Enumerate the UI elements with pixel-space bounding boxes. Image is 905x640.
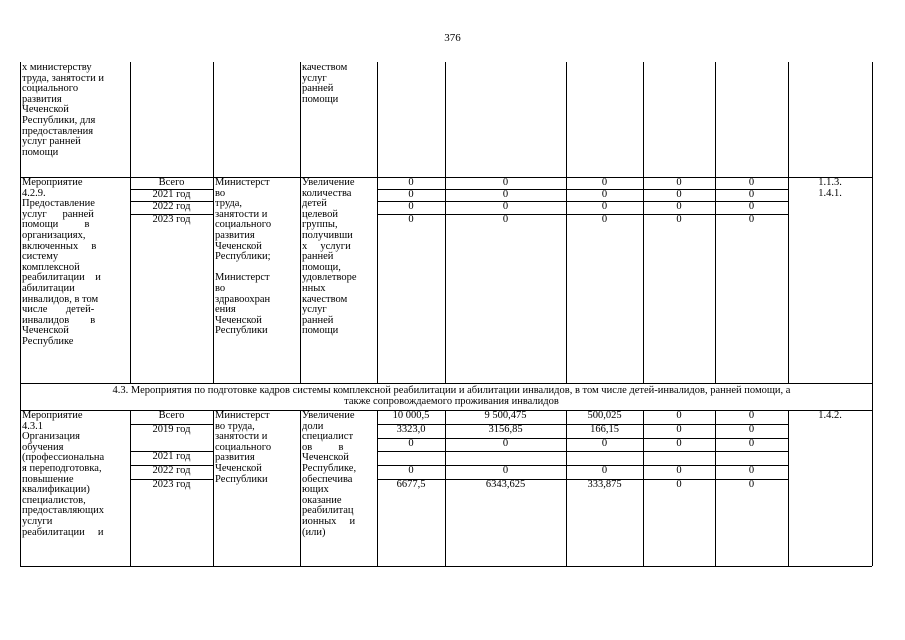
section-heading: 4.3. Мероприятия по подготовке кадров системы комплексной реабилитации и абилитации инвалидов, в том числе детей-инвалидов, ранней помощи, а xyxy=(112,385,791,396)
funding-value: 0 xyxy=(601,201,608,213)
measure-description: развития xyxy=(22,93,62,105)
year-label: 2019 год xyxy=(152,423,191,435)
measure-description: труда, занятости и xyxy=(22,72,105,84)
funding-value: 0 xyxy=(748,201,755,213)
executor-description: во труда, xyxy=(215,420,255,432)
measure-description: квалификации) xyxy=(22,484,90,496)
result-description: ионных и xyxy=(302,516,356,527)
funding-value: 0 xyxy=(676,437,682,449)
measure-description: услуг ранней xyxy=(22,208,94,220)
year-label: Всего xyxy=(158,410,185,421)
funding-value: 10 000,5 xyxy=(392,410,430,421)
funding-value: 0 xyxy=(408,189,414,201)
funding-value: 0 xyxy=(748,410,755,421)
measure-description: числе детей- xyxy=(22,304,95,316)
funding-value: 0 xyxy=(748,423,755,435)
funding-value: 0 xyxy=(676,177,682,188)
executor-description: во xyxy=(215,283,226,294)
result-description: х услуги xyxy=(302,240,351,252)
funding-value: 0 xyxy=(408,437,414,449)
column-divider xyxy=(300,410,301,566)
executor-description: здравоохран xyxy=(215,293,271,305)
funding-value: 3323,0 xyxy=(396,423,426,435)
measure-description: Чеченской xyxy=(22,104,69,116)
funding-value: 0 xyxy=(676,465,682,477)
result-description: специалист xyxy=(302,431,354,443)
funding-value: 0 xyxy=(502,177,509,188)
executor-description: Республики xyxy=(215,325,268,337)
funding-value: 333,875 xyxy=(587,479,622,490)
measure-description: инвалидов в xyxy=(22,314,96,326)
executor-description: во xyxy=(215,187,226,199)
table-bottom-border xyxy=(20,566,872,567)
result-description: качеством xyxy=(302,62,348,73)
result-description: нных xyxy=(302,283,326,294)
measure-description: повышение xyxy=(22,473,74,485)
measure-description: 4.2.9. xyxy=(22,187,46,199)
measure-description: Мероприятие xyxy=(22,410,83,421)
year-label: 2023 год xyxy=(152,479,191,490)
result-description: целевой xyxy=(302,208,338,220)
measure-description: Предоставление xyxy=(22,198,95,210)
funding-value: 500,025 xyxy=(587,410,622,421)
funding-value: 0 xyxy=(502,201,509,213)
result-description: (или) xyxy=(302,526,326,538)
funding-value: 0 xyxy=(601,213,608,225)
result-description: ранней xyxy=(302,251,334,263)
executor-description: Министерст xyxy=(215,177,270,188)
executor-description: ения xyxy=(215,304,236,316)
column-divider xyxy=(788,62,789,383)
measure-description: Чеченской xyxy=(22,325,69,337)
executor-description: Чеченской xyxy=(215,314,262,326)
measure-description: х министерству xyxy=(22,62,92,73)
measure-description: организациях, xyxy=(22,230,86,241)
result-description: Увеличение xyxy=(302,177,355,188)
funding-value: 0 xyxy=(408,177,414,188)
page-number: 376 xyxy=(444,32,461,44)
funding-value: 6677,5 xyxy=(396,479,426,490)
result-description: помощи xyxy=(302,93,339,105)
executor-description: развития xyxy=(215,230,255,241)
result-description: помощи xyxy=(302,325,339,337)
funding-value: 0 xyxy=(748,437,755,449)
funding-value: 0 xyxy=(676,213,682,225)
indicator-code: 1.1.3. xyxy=(818,177,842,188)
row-separator xyxy=(20,383,872,384)
result-description: Чеченской xyxy=(302,452,349,464)
result-description: получивши xyxy=(302,230,353,241)
year-label: 2022 год xyxy=(152,201,191,213)
measure-description: Республике xyxy=(22,336,74,347)
funding-value: 0 xyxy=(676,201,682,213)
measure-description: социального xyxy=(22,83,79,95)
table-left-border xyxy=(20,62,21,566)
executor-description: развития xyxy=(215,452,255,464)
result-description: ов в xyxy=(302,441,344,453)
funding-value: 0 xyxy=(748,177,755,188)
column-divider xyxy=(788,410,789,566)
measure-description: Организация xyxy=(22,431,80,443)
measure-description: 4.3.1 xyxy=(22,420,43,432)
result-description: ранней xyxy=(302,314,334,326)
measure-description: предоставляющих xyxy=(22,505,104,517)
table-right-border xyxy=(872,62,873,566)
indicator-code: 1.4.2. xyxy=(818,410,842,421)
result-description: качеством xyxy=(302,293,348,305)
result-description: услуг xyxy=(302,304,327,316)
funding-value: 0 xyxy=(601,177,608,188)
section-heading: также сопровождаемого проживания инвалидов xyxy=(344,395,559,407)
funding-value: 0 xyxy=(502,213,509,225)
column-divider xyxy=(213,410,214,566)
funding-value: 0 xyxy=(502,465,509,477)
result-description: ющих xyxy=(302,484,329,496)
funding-value: 0 xyxy=(676,410,682,421)
executor-description: Республики; xyxy=(215,251,271,263)
funding-value: 0 xyxy=(502,189,509,201)
executor-description: Министерст xyxy=(215,272,270,284)
funding-value: 3156,85 xyxy=(488,423,523,435)
funding-value: 6343,625 xyxy=(485,479,526,490)
funding-value: 0 xyxy=(676,479,682,490)
measure-description: услуги xyxy=(22,516,53,527)
result-description: доли xyxy=(302,420,324,432)
result-description: Республике, xyxy=(302,463,357,474)
measure-description: абилитации xyxy=(22,283,75,294)
result-description: детей xyxy=(302,198,327,210)
measure-description: реабилитации и xyxy=(22,272,101,284)
executor-description: занятости и xyxy=(215,208,268,220)
funding-value: 0 xyxy=(601,465,608,477)
measure-description: я переподготовка, xyxy=(22,463,102,474)
executor-description: Чеченской xyxy=(215,240,262,252)
result-description: группы, xyxy=(302,219,338,231)
result-description: количества xyxy=(302,187,352,199)
executor-description: социального xyxy=(215,441,272,453)
funding-value: 0 xyxy=(601,189,608,201)
result-description: услуг xyxy=(302,72,327,84)
funding-value: 0 xyxy=(408,201,414,213)
year-label: 2023 год xyxy=(152,213,191,225)
measure-description: систему xyxy=(22,251,59,263)
funding-value: 0 xyxy=(408,465,414,477)
measure-description: Республики, для xyxy=(22,115,96,126)
value-row-line xyxy=(377,451,788,452)
measure-description: включенных в xyxy=(22,240,97,252)
year-label: 2021 год xyxy=(152,451,191,463)
funding-value: 0 xyxy=(748,479,755,490)
column-divider xyxy=(213,62,214,383)
result-description: оказание xyxy=(302,494,342,506)
executor-description: Министерст xyxy=(215,410,270,421)
funding-value: 0 xyxy=(676,423,682,435)
year-label: 2022 год xyxy=(152,465,191,477)
executor-description: труда, xyxy=(215,198,243,210)
column-divider xyxy=(300,62,301,383)
measure-description: предоставления xyxy=(22,125,94,137)
executor-description: социального xyxy=(215,219,272,231)
measure-description: реабилитации и xyxy=(22,526,104,538)
measure-description: Мероприятие xyxy=(22,177,83,188)
measure-description: комплексной xyxy=(22,261,80,273)
executor-description: Чеченской xyxy=(215,463,262,474)
result-description: Увеличение xyxy=(302,410,355,421)
executor-description: Республики xyxy=(215,473,268,485)
funding-value: 0 xyxy=(676,189,682,201)
funding-value: 9 500,475 xyxy=(484,410,527,421)
result-description: ранней xyxy=(302,83,334,95)
result-description: обеспечива xyxy=(302,473,353,485)
funding-value: 0 xyxy=(502,437,509,449)
measure-description: услуг ранней xyxy=(22,136,81,148)
executor-description: занятости и xyxy=(215,431,268,443)
measure-description: обучения xyxy=(22,441,64,453)
funding-value: 0 xyxy=(748,213,755,225)
measure-description: (профессиональна xyxy=(22,452,105,464)
year-label: Всего xyxy=(158,177,185,188)
funding-value: 166,15 xyxy=(590,423,619,435)
result-description: помощи, xyxy=(302,261,341,273)
result-description: реабилитац xyxy=(302,505,354,517)
funding-value: 0 xyxy=(601,437,608,449)
measure-description: инвалидов, в том xyxy=(22,293,99,305)
measure-description: специалистов, xyxy=(22,494,86,506)
indicator-code: 1.4.1. xyxy=(818,187,842,199)
funding-value: 0 xyxy=(408,213,414,225)
year-label: 2021 год xyxy=(152,189,191,201)
funding-value: 0 xyxy=(748,465,755,477)
measure-description: помощи xyxy=(22,146,59,158)
measure-description: помощи в xyxy=(22,219,90,231)
result-description: удовлетворе xyxy=(302,272,357,284)
funding-value: 0 xyxy=(748,189,755,201)
